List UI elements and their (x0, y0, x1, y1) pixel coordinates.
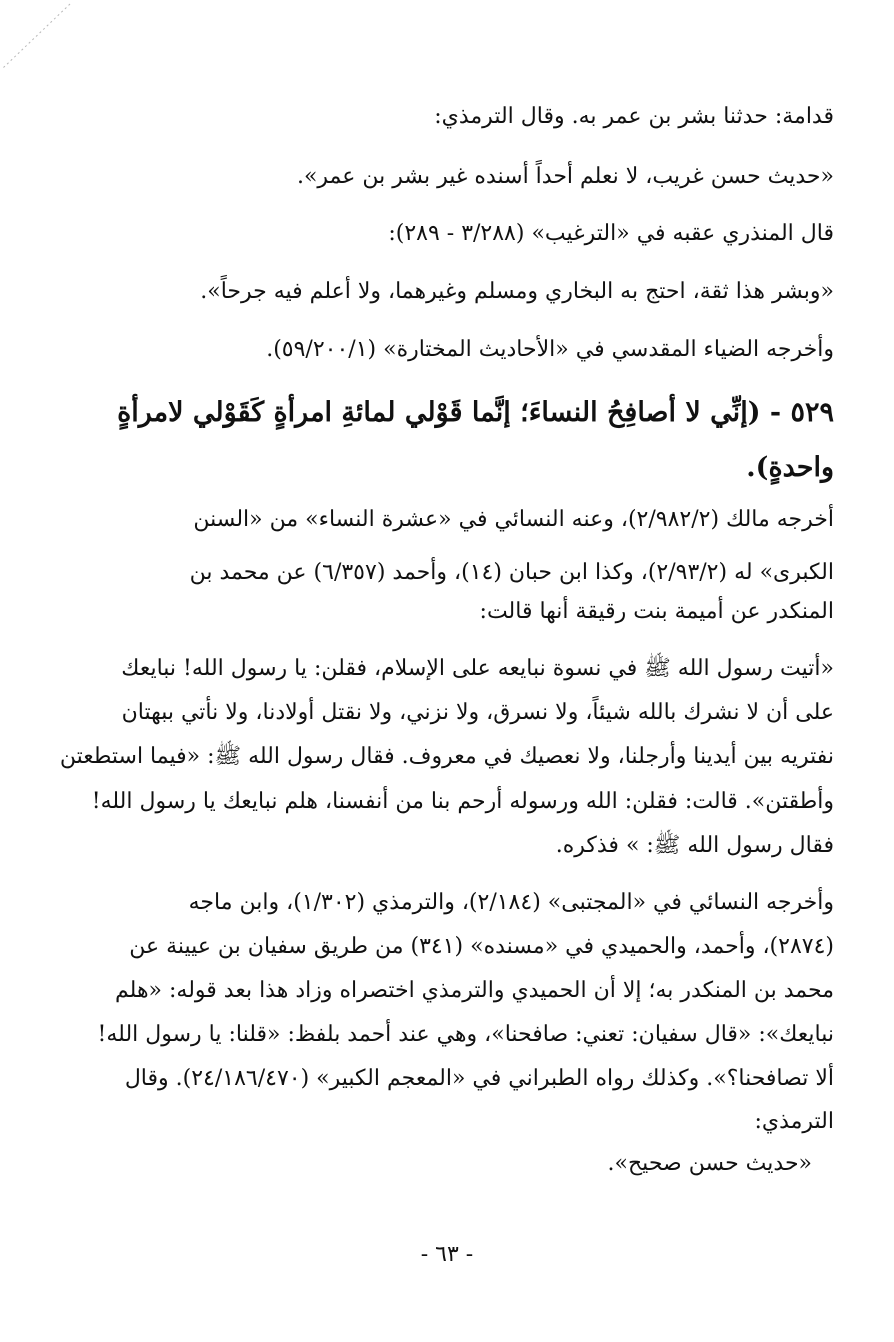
text-line: محمد بن المنكدر به؛ إلا أن الحميدي والترمذي اختصراه وزاد هذا بعد قوله: «هلم (115, 978, 834, 1003)
text-line: وأطقتن». قالت: فقلن: الله ورسوله أرحم بنا من أنفسنا، هلم نبايعك يا رسول الله! (91, 789, 834, 814)
hadith-heading-continuation: واحدةٍ). (746, 452, 834, 483)
text-line: نفتريه بين أيدينا وأرجلنا، ولا نعصيك في معروف. فقال رسول الله ﷺ: «فيما استطعتن (59, 744, 834, 769)
text-line: ألا تصافحنا؟». وكذلك رواه الطبراني في «المعجم الكبير» (٢٤/١٨٦/٤٧٠). وقال (124, 1066, 834, 1091)
text-line: (٢٨٧٤)، وأحمد، والحميدي في «مسنده» (٣٤١) من طريق سفيان بن عيينة عن (129, 934, 834, 959)
text-line: الكبرى» له (٢/٩٣/٢)، وكذا ابن حبان (١٤)، وأحمد (٦/٣٥٧) عن محمد بن (189, 560, 834, 585)
text-line: «حديث حسن صحيح». (607, 1151, 812, 1176)
text-line: وأخرجه النسائي في «المجتبى» (٢/١٨٤)، والترمذي (١/٣٠٢)، وابن ماجه (188, 890, 834, 915)
text-line: قال المنذري عقبه في «الترغيب» (٣/٢٨٨ - ٢٨٩): (388, 221, 834, 246)
hadith-heading: ٥٢٩ - (إنِّي لا أصافِحُ النساءَ؛ إنَّما قَوْلي لمائةِ امرأةٍ كَقَوْلي لامرأةٍ (117, 397, 834, 428)
corner-scan-mark (0, 0, 80, 80)
text-line: المنكدر عن أميمة بنت رقيقة أنها قالت: (479, 599, 834, 624)
text-line: قدامة: حدثنا بشر بن عمر به. وقال الترمذي: (434, 104, 834, 129)
text-line: وأخرجه الضياء المقدسي في «الأحاديث المختارة» (٥٩/٢٠٠/١). (266, 337, 834, 362)
text-line: «أتيت رسول الله ﷺ في نسوة نبايعه على الإسلام، فقلن: يا رسول الله! نبايعك (121, 656, 834, 681)
text-line: «حديث حسن غريب، لا نعلم أحداً أسنده غير بشر بن عمر». (296, 164, 834, 189)
text-line: على أن لا نشرك بالله شيئاً، ولا نسرق، ولا نزني، ولا نقتل أولادنا، ولا نأتي ببهتان (121, 700, 834, 725)
text-line: أخرجه مالك (٢/٩٨٢/٢)، وعنه النسائي في «عشرة النساء» من «السنن (193, 507, 834, 532)
text-line: الترمذي: (754, 1109, 834, 1134)
text-line: فقال رسول الله ﷺ: » فذكره. (555, 833, 834, 858)
text-line: «وبشر هذا ثقة، احتج به البخاري ومسلم وغيرهما، ولا أعلم فيه جرحاً». (200, 279, 834, 304)
page-number: - ٦٣ - (420, 1242, 474, 1267)
text-line: نبايعك»: «قال سفيان: تعني: صافحنا»، وهي عند أحمد بلفظ: «قلنا: يا رسول الله! (97, 1022, 834, 1047)
